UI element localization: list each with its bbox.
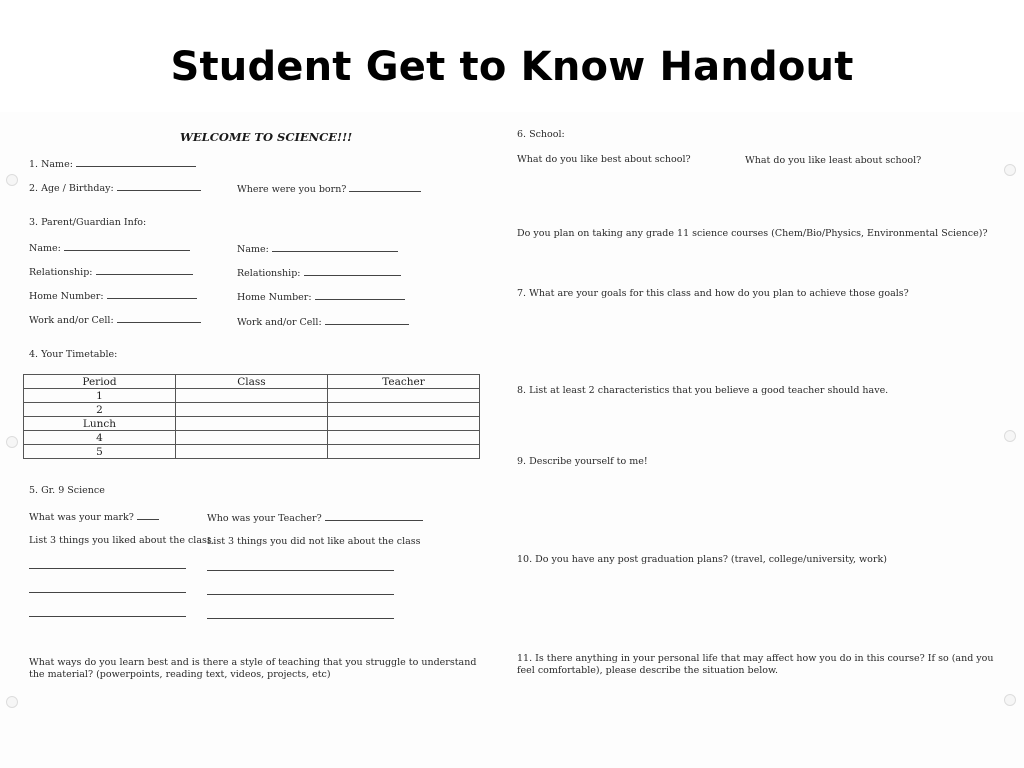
teacher-cell[interactable] xyxy=(327,431,479,445)
q7-goals: 7. What are your goals for this class and how do you plan to achieve those goals? xyxy=(517,288,909,299)
period-cell: Lunch xyxy=(24,417,176,431)
q6-title: 6. School: xyxy=(517,129,565,140)
q3-title: 3. Parent/Guardian Info: xyxy=(29,217,147,228)
teacher-cell[interactable] xyxy=(327,389,479,403)
disliked-line[interactable] xyxy=(207,618,394,619)
q4-title: 4. Your Timetable: xyxy=(29,349,118,360)
timetable-header-row xyxy=(24,375,480,389)
q6-least: What do you like least about school? xyxy=(745,155,922,166)
guardian1-home-blank[interactable] xyxy=(107,289,197,299)
guardian2-work-blank[interactable] xyxy=(325,315,409,325)
teacher-cell[interactable] xyxy=(327,403,479,417)
class-cell[interactable] xyxy=(175,431,327,445)
punch-hole xyxy=(6,696,18,708)
liked-line[interactable] xyxy=(29,592,186,593)
guardian1-relationship-blank[interactable] xyxy=(96,265,193,275)
guardian1-name-blank[interactable] xyxy=(64,241,190,251)
liked-line[interactable] xyxy=(29,568,186,569)
q2-age: 2. Age / Birthday: xyxy=(29,181,201,194)
timetable-row xyxy=(24,389,480,403)
punch-hole xyxy=(1004,164,1016,176)
learning-style-question: What ways do you learn best and is there a style of teaching that you struggle to understand the material? (powerpoints, reading text, videos, projects, etc) xyxy=(29,657,477,680)
disliked-line[interactable] xyxy=(207,594,394,595)
mark-blank[interactable] xyxy=(137,510,159,520)
guardian2-relationship: Relationship: xyxy=(237,266,401,279)
liked-line[interactable] xyxy=(29,616,186,617)
class-cell[interactable] xyxy=(175,445,327,459)
q11-personal: 11. Is there anything in your personal life that may affect how you do in this course? If so (and you feel comfortable), please describe the situation below. xyxy=(517,653,994,676)
timetable xyxy=(23,374,480,459)
punch-hole xyxy=(6,436,18,448)
punch-hole xyxy=(1004,430,1016,442)
guardian2-work: Work and/or Cell: xyxy=(237,315,409,328)
form-heading: WELCOME TO SCIENCE!!! xyxy=(180,130,353,144)
timetable-header: Class xyxy=(175,375,327,389)
q5-disliked: List 3 things you did not like about the class xyxy=(207,536,421,547)
q5-title: 5. Gr. 9 Science xyxy=(29,485,105,496)
class-cell[interactable] xyxy=(175,417,327,431)
class-cell[interactable] xyxy=(175,403,327,417)
slide-title: Student Get to Know Handout xyxy=(170,44,854,90)
teacher-cell[interactable] xyxy=(327,417,479,431)
guardian2-home: Home Number: xyxy=(237,290,405,303)
guardian1-work: Work and/or Cell: xyxy=(29,313,201,326)
disliked-line[interactable] xyxy=(207,570,394,571)
punch-hole xyxy=(6,174,18,186)
timetable-row xyxy=(24,403,480,417)
q10-post-grad: 10. Do you have any post graduation plans? (travel, college/university, work) xyxy=(517,554,887,565)
guardian2-relationship-blank[interactable] xyxy=(304,266,401,276)
guardian2-name-blank[interactable] xyxy=(272,242,398,252)
timetable-row xyxy=(24,445,480,459)
timetable-row xyxy=(24,431,480,445)
punch-hole xyxy=(1004,694,1016,706)
guardian2-name: Name: xyxy=(237,242,398,255)
q1-name: 1. Name: xyxy=(29,157,196,170)
q6-best: What do you like best about school? xyxy=(517,154,691,165)
guardian1-relationship: Relationship: xyxy=(29,265,193,278)
teacher-blank[interactable] xyxy=(325,511,423,521)
timetable-header: Teacher xyxy=(327,375,479,389)
name-blank[interactable] xyxy=(76,157,196,167)
timetable-header: Period xyxy=(24,375,176,389)
guardian1-work-blank[interactable] xyxy=(117,313,201,323)
period-cell: 1 xyxy=(24,389,176,403)
class-cell[interactable] xyxy=(175,389,327,403)
teacher-cell[interactable] xyxy=(327,445,479,459)
period-cell: 2 xyxy=(24,403,176,417)
period-cell: 5 xyxy=(24,445,176,459)
q9-describe: 9. Describe yourself to me! xyxy=(517,456,648,467)
born-blank[interactable] xyxy=(349,182,421,192)
guardian2-home-blank[interactable] xyxy=(315,290,405,300)
age-blank[interactable] xyxy=(117,181,201,191)
q2-born: Where were you born? xyxy=(237,182,421,195)
q8-teacher-traits: 8. List at least 2 characteristics that you believe a good teacher should have. xyxy=(517,385,889,396)
guardian1-name: Name: xyxy=(29,241,190,254)
q5-teacher: Who was your Teacher? xyxy=(207,511,423,524)
guardian1-home: Home Number: xyxy=(29,289,197,302)
q5-liked: List 3 things you liked about the class xyxy=(29,535,212,546)
timetable-row xyxy=(24,417,480,431)
q5-mark: What was your mark? xyxy=(29,510,159,523)
q6-grade11: Do you plan on taking any grade 11 science courses (Chem/Bio/Physics, Environmental Science)? xyxy=(517,228,988,239)
period-cell: 4 xyxy=(24,431,176,445)
